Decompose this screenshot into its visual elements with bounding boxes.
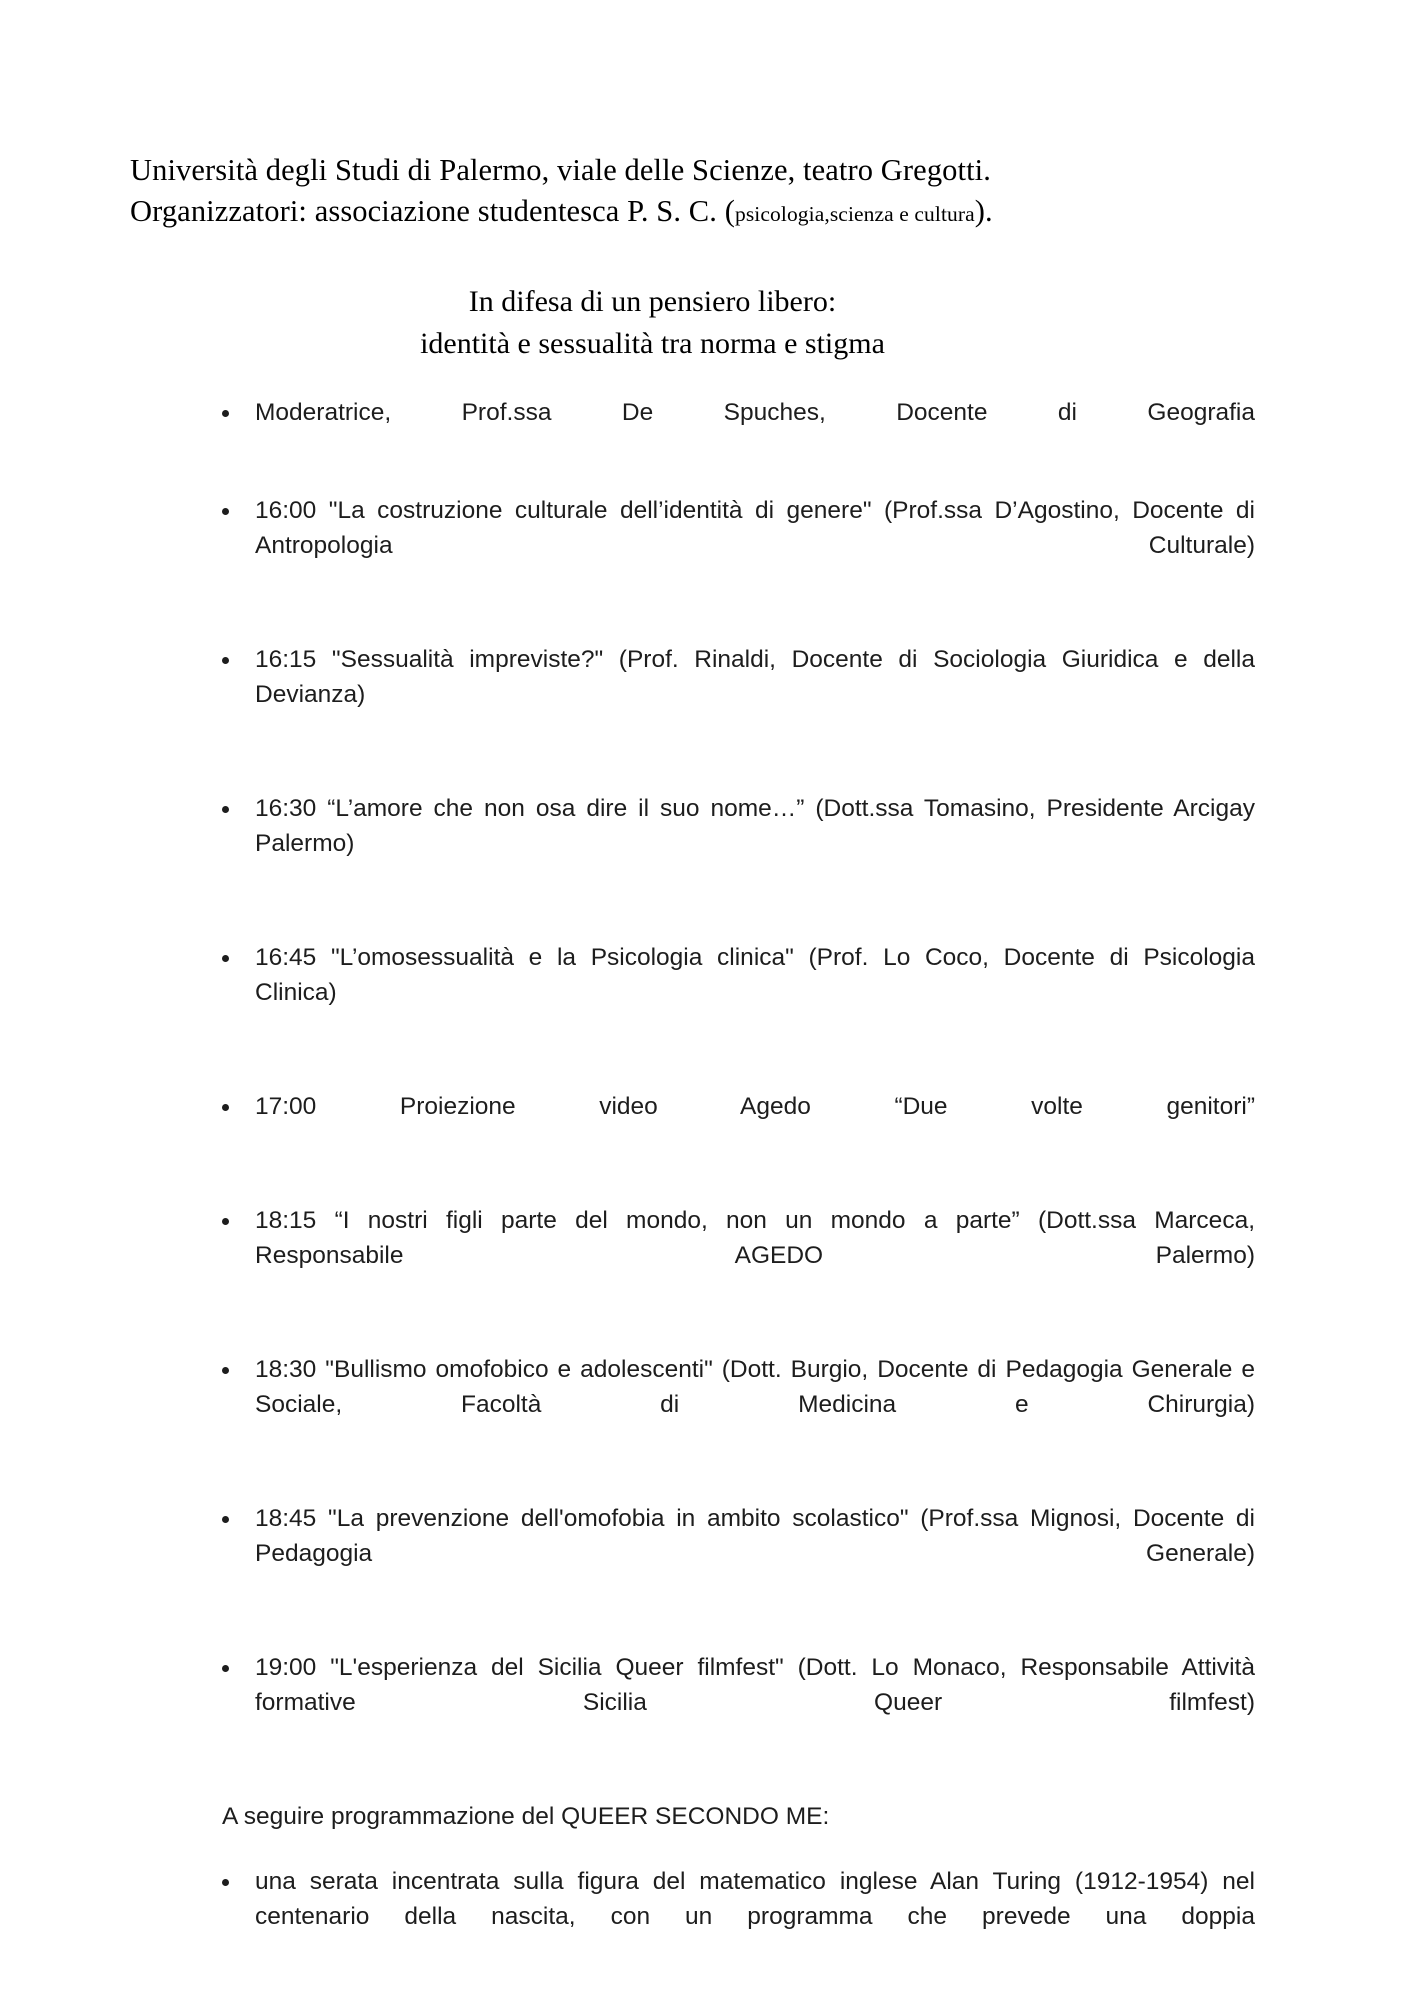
queer-secondo-me-intro: A seguire programmazione del QUEER SECONDO ME:: [222, 1803, 830, 1830]
event-title: [130, 281, 1275, 365]
program-item-text: 19:00 "L'esperienza del Sicilia Queer filmfest" (Dott. Lo Monaco, Responsabile Attività formative Sicilia Queer filmfest): [255, 1654, 1255, 1716]
event-title-line-1: In difesa di un pensiero libero:: [468, 285, 837, 318]
venue-header: [130, 150, 1275, 235]
program-item-text: 16:00 "La costruzione culturale dell’identità di genere" (Prof.ssa D’Agostino, Docente di Antropologia Culturale): [255, 497, 1255, 559]
program-item-text: una serata incentrata sulla figura del matematico inglese Alan Turing (1912-1954) nel centenario della nascita, con un programma che prevede una doppia: [255, 1868, 1255, 1930]
header-organizers-line: [130, 191, 1275, 235]
program-item-text: 16:30 “L’amore che non osa dire il suo nome…” (Dott.ssa Tomasino, Presidente Arcigay Palermo): [255, 795, 1255, 857]
program-item-text: Moderatrice, Prof.ssa De Spuches, Docente di Geografia: [255, 399, 1255, 426]
organizers-main-text: Organizzatori: associazione studentesca P. S. C.: [130, 194, 725, 228]
program-item-1600: [130, 493, 1275, 598]
program-item-1900: [130, 1650, 1275, 1755]
program-item-1630: [130, 791, 1275, 896]
organizers-acronym-expansion: psicologia,scienza e cultura: [734, 202, 975, 226]
header-venue-line: Università degli Studi di Palermo, viale delle Scienze, teatro Gregotti.: [130, 153, 991, 187]
program-item-text: 18:45 "La prevenzione dell'omofobia in ambito scolastico" (Prof.ssa Mignosi, Docente di Pedagogia Generale): [255, 1505, 1255, 1567]
program-item-text: 18:30 "Bullismo omofobico e adolescenti" (Dott. Burgio, Docente di Pedagogia Generale e Sociale, Facoltà di Medicina e Chirurgia): [255, 1356, 1255, 1418]
program-item-text: 16:15 "Sessualità impreviste?" (Prof. Rinaldi, Docente di Sociologia Giuridica e della Devianza): [255, 646, 1255, 708]
program-item-1645: [130, 940, 1275, 1045]
program-item-1830: [130, 1352, 1275, 1457]
program-item-text: 17:00 Proiezione video Agedo “Due volte genitori”: [255, 1093, 1255, 1120]
organizers-paren-open: (: [724, 194, 735, 228]
program-item-1845: [130, 1501, 1275, 1606]
document-content: [130, 150, 1275, 1997]
program-item-1700: [130, 1089, 1275, 1159]
program-item-1815: [130, 1203, 1275, 1308]
queer-secondo-me-item-turing: [130, 1864, 1275, 1969]
program-item-text: 16:45 "L’omosessualità e la Psicologia clinica" (Prof. Lo Coco, Docente di Psicologia Clinica): [255, 944, 1255, 1006]
program-item-moderatrice: [130, 395, 1275, 465]
program-list: [130, 395, 1275, 1969]
program-item-1615: [130, 642, 1275, 747]
event-title-line-2: identità e sessualità tra norma e stigma: [420, 327, 885, 360]
program-item-text: 18:15 “I nostri figli parte del mondo, non un mondo a parte” (Dott.ssa Marceca, Responsabile AGEDO Palermo): [255, 1207, 1255, 1269]
organizers-paren-close: ).: [974, 194, 993, 228]
